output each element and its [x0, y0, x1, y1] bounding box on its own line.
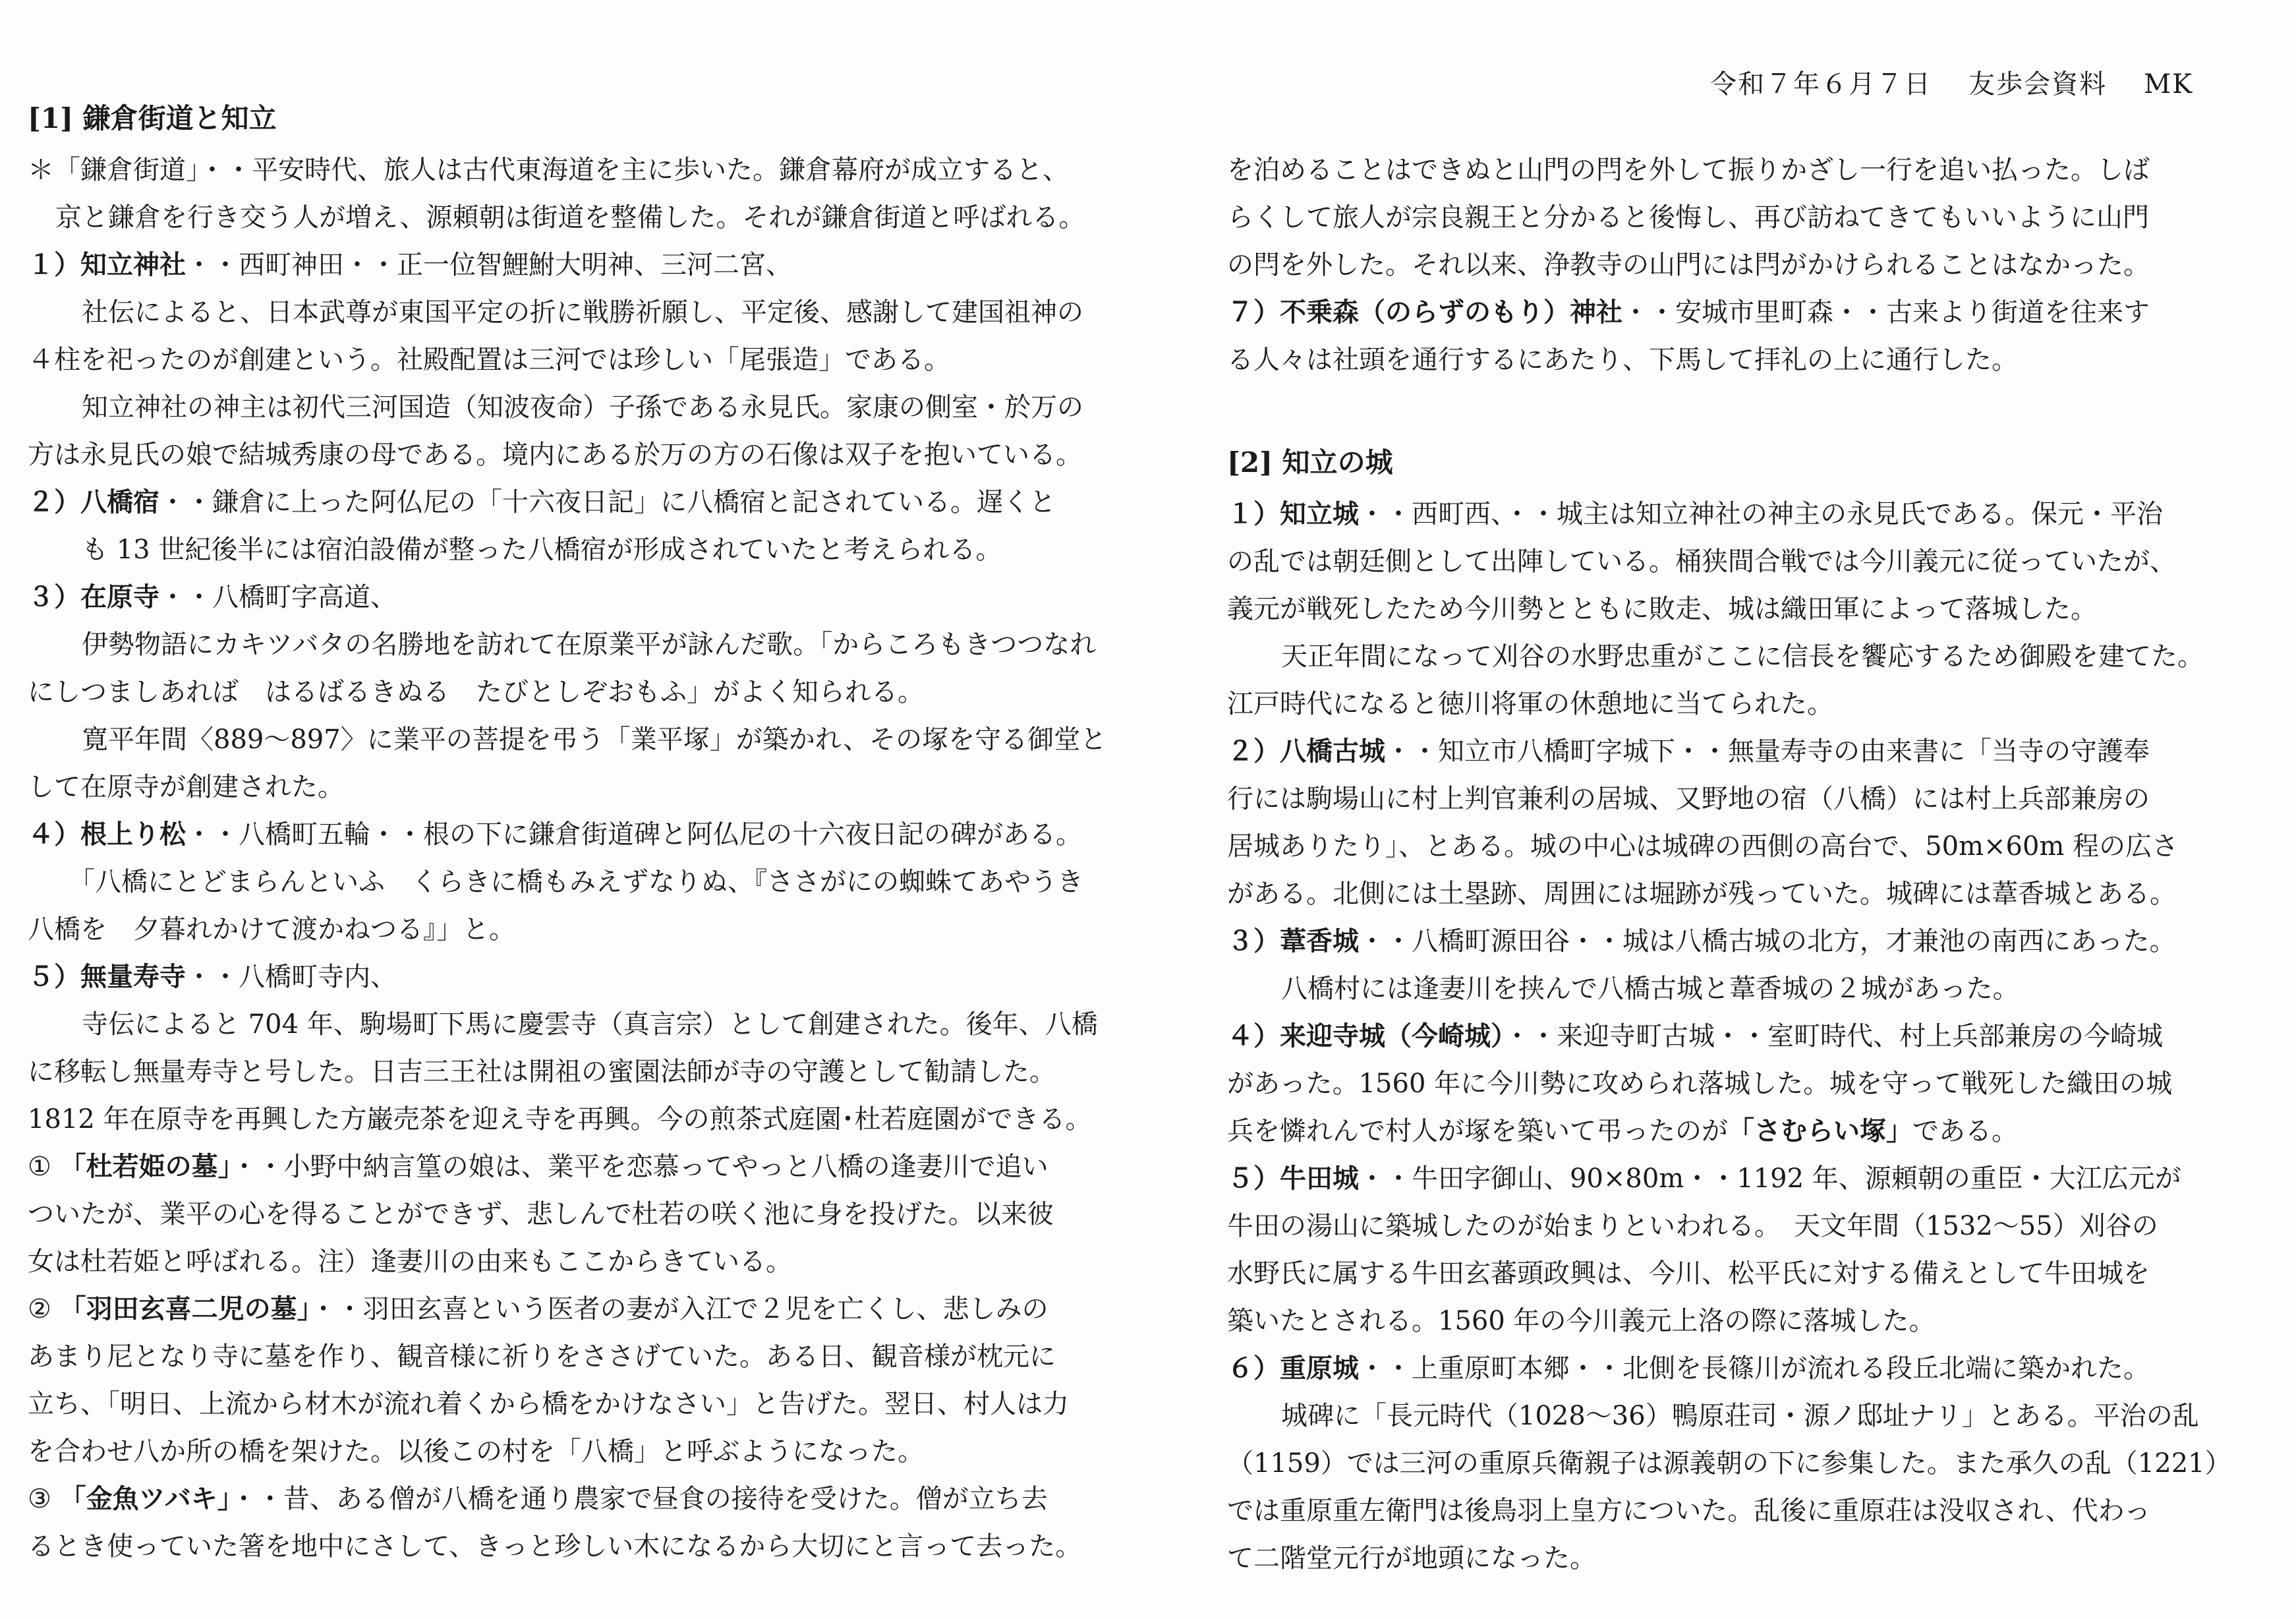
text-line: 江戸時代になると徳川将軍の休憩地に当てられた。: [1227, 689, 1833, 719]
samurai-zuka-line: [1227, 1107, 2268, 1155]
item-label: ３）葦香城: [1227, 926, 1359, 957]
item-label: ６）重原城: [1227, 1353, 1359, 1384]
header-initials: MK: [2144, 69, 2193, 100]
item-number: ③: [28, 1484, 51, 1514]
text-line: ついたが、業平の心を得ることができず、悲しんで杜若の咲く池に身を投げた。以来彼: [28, 1199, 1054, 1229]
item-text: ・・八橋町寺内、: [186, 962, 397, 992]
item-haneda-genki: [28, 1285, 1174, 1333]
text-line: 城碑に「長元時代（1028〜36）鴨原荘司・源ノ邸址ナリ」とある。平治の乱: [1255, 1401, 2199, 1431]
item-label: ３）在原寺: [28, 581, 159, 612]
item-label: 「羽田玄喜二児の墓」: [59, 1293, 310, 1324]
text-line: があった。1560 年に今川勢に攻められ落城した。城を守って戦死した織田の城: [1227, 1069, 2173, 1099]
text-line: の乱では朝廷側として出陣している。桶狭間合戦では今川義元に従っていたが、: [1227, 546, 2176, 577]
text-line: を合わせ八か所の橋を架けた。以後この村を「八橋」と呼ぶようになった。: [28, 1436, 924, 1467]
text-line: 女は杜若姫と呼ばれる。注）逢妻川の由来もここからきている。: [28, 1247, 792, 1277]
text-line: 立ち、「明日、上流から材木が流れ着くから橋をかけなさい」と告げた。翌日、村人は力: [28, 1389, 1069, 1419]
item-number: ①: [28, 1152, 51, 1182]
item-yatsuhashi-old-castle: [1227, 728, 2268, 775]
item-kakitsubata-hime: [28, 1143, 1174, 1191]
item-label: ５）無量寿寺: [28, 961, 186, 992]
text-line: にしつましあれば はるばるきぬる たびとしぞおもふ」がよく知られる。: [28, 677, 924, 707]
item-label: ５）牛田城: [1227, 1163, 1359, 1194]
text-line: 知立神社の神主は初代三河国造（知波夜命）子孫である永見氏。家康の側室・於万の: [55, 392, 1083, 423]
item-shigehara-castle: [1227, 1345, 2268, 1392]
text-line: 1812 年在原寺を再興した方巌売茶を迎え寺を再興。今の煎茶式庭園･杜若庭園ができる。: [28, 1104, 1092, 1134]
item-label: 「金魚ツバキ」: [59, 1483, 231, 1514]
text-line: 伊勢物語にカキツバタの名勝地を訪れて在原業平が詠んだ歌。「からころもきつつなれ: [55, 630, 1097, 660]
item-text: 兵を憐れんで村人が塚を築いて弔ったのが: [1227, 1116, 1728, 1146]
section-1-heading: [1] 鎌倉街道と知立: [28, 102, 277, 134]
text-line: 寺伝によると 704 年、駒場町下馬に慶雲寺（真言宗）として創建された。後年、八橋: [55, 1009, 1098, 1040]
header-title: 友歩会資料: [1968, 69, 2108, 100]
text-line: の閂を外した。それ以来、浄教寺の山門には閂がかけられることはなかった。: [1227, 250, 2150, 280]
item-text: ・・来迎寺町古城・・室町時代、村上兵部兼房の今崎城: [1504, 1021, 2163, 1051]
item-chiryu-castle: [1227, 490, 2268, 538]
text-line: ＊「鎌倉街道」・・平安時代、旅人は古代東海道を主に歩いた。鎌倉幕府が成立すると、: [28, 155, 1069, 185]
text-line: 行には駒場山に村上判官兼利の居城、又野地の宿（八橋）には村上兵部兼房の: [1227, 784, 2150, 814]
item-kingyo-tsubaki: [28, 1475, 1174, 1523]
item-text: である。: [1912, 1116, 2018, 1146]
document-header: [1673, 63, 2193, 101]
text-line: に移転し無量寿寺と号した。日吉三王社は開祖の蜜園法師が寺の守護として勧請した。: [28, 1057, 1056, 1087]
item-text: ・・八橋町源田谷・・城は八橋古城の北方，才兼池の南西にあった。: [1359, 926, 2176, 957]
item-text: ・・昔、ある僧が八橋を通り農家で昼食の接待を受けた。僧が立ち去: [230, 1484, 1048, 1514]
text-line: あまり尼となり寺に墓を作り、観音様に祈りをささげていた。ある日、観音様が枕元に: [28, 1341, 1056, 1372]
item-text: ・・安城市里町森・・古来より街道を往来す: [1622, 297, 2150, 328]
text-line: らくして旅人が宗良親王と分かると後悔し、再び訪ねてきてもいいように山門: [1227, 202, 2149, 233]
item-label: ４）根上り松: [28, 819, 186, 850]
text-line: では重原重左衛門は後鳥羽上皇方についた。乱後に重原荘は没収され、代わっ: [1227, 1496, 2151, 1526]
item-number: ②: [28, 1294, 51, 1324]
item-label: ４）来迎寺城（今崎城）: [1227, 1020, 1504, 1051]
item-text: ・・八橋町字高道、: [159, 582, 397, 612]
item-label: １）知立城: [1227, 498, 1359, 529]
item-label: ２）八橋宿: [28, 486, 159, 517]
text-line: 築いたとされる。1560 年の今川義元上洛の際に落城した。: [1227, 1306, 1936, 1336]
item-text: ・・羽田玄喜という医者の妻が入江で２児を亡くし、悲しみの: [310, 1294, 1048, 1324]
item-ushida-castle: [1227, 1155, 2268, 1202]
item-text: ・・知立市八橋町字城下・・無量寿寺の由来書に「当寺の守護奉: [1385, 736, 2150, 767]
text-line: がある。北側には土塁跡、周囲には堀跡が残っていた。城碑には葦香城とある。: [1227, 879, 2176, 909]
item-chiryu-shrine: [28, 241, 1174, 289]
item-raigoji-castle: [1227, 1013, 2268, 1060]
item-ariwara-ji: [28, 574, 1174, 621]
item-label: ７）不乗森（のらずのもり）神社: [1227, 297, 1622, 328]
text-line: 牛田の湯山に築城したのが始まりといわれる。 天文年間（1532〜55）刈谷の: [1227, 1211, 2158, 1241]
text-line: 天正年間になって刈谷の水野忠重がここに信長を饗応するため御殿を建てた。: [1255, 641, 2204, 672]
text-line: 方は永見氏の娘で結城秀康の母である。境内にある於万の方の石像は双子を抱いている。: [28, 440, 1082, 470]
left-column: [28, 91, 1174, 1570]
text-line: 「八橋にとどまらんといふ くらきに橋もみえずなりぬ、『ささがにの蜘蛛てあやうき: [55, 867, 1083, 897]
text-line: 八橋村には逢妻川を挟んで八橋古城と葦香城の２城があった。: [1255, 974, 2019, 1004]
item-muryoju-ji: [28, 953, 1174, 1001]
text-line: る人々は社頭を通行するにあたり、下馬して拝礼の上に通行した。: [1227, 345, 2018, 375]
text-line: 水野氏に属する牛田玄蕃頭政興は、今川、松平氏に対する備えとして牛田城を: [1227, 1258, 2150, 1289]
item-text: ・・八橋町五輪・・根の下に鎌倉街道碑と阿仏尼の十六夜日記の碑がある。: [186, 819, 1082, 850]
text-line: 居城ありたり」、とある。城の中心は城碑の西側の高台で、50m×60m 程の広さ: [1227, 831, 2179, 862]
item-text: ・・牛田字御山、90×80m・・1192 年、源頼朝の重臣・大江広元が: [1359, 1163, 2181, 1194]
text-line: るとき使っていた箸を地中にさして、きっと珍しい木になるから大切にと言って去った。: [28, 1531, 1082, 1562]
item-yatsuhashi-juku: [28, 479, 1174, 526]
header-date: 令和７年６月７日: [1710, 69, 1932, 100]
item-text: ・・西町神田・・正一位智鯉鮒大明神、三河二宮、: [186, 250, 792, 280]
text-line: ４柱を祀ったのが創建という。社殿配置は三河では珍しい「尾張造」である。: [28, 345, 950, 375]
text-line: を泊めることはできぬと山門の閂を外して振りかざし一行を追い払った。しば: [1227, 155, 2150, 185]
text-line: 義元が戦死したため今川勢とともに敗走、城は織田軍によって落城した。: [1227, 594, 2097, 624]
item-neagari-matsu: [28, 811, 1174, 858]
item-text: ・・鎌倉に上った阿仏尼の「十六夜日記」に八橋宿と記されている。遅くと: [159, 487, 1056, 517]
item-ashika-castle: [1227, 918, 2268, 965]
item-text: ・・小野中納言篁の娘は、業平を恋慕ってやっと八橋の逢妻川で追い: [231, 1152, 1048, 1182]
text-line: 八橋を 夕暮れかけて渡かねつる』」と。: [28, 914, 515, 945]
text-line: 社伝によると、日本武尊が東国平定の折に戦勝祈願し、平定後、感謝して建国祖神の: [55, 297, 1083, 328]
item-norazu-no-mori: [1227, 289, 2268, 336]
item-label: 「杜若姫の墓」: [59, 1151, 231, 1182]
item-text: ・・上重原町本郷・・北側を長篠川が流れる段丘北端に築かれた。: [1359, 1353, 2150, 1384]
right-column: [1227, 146, 2268, 1582]
item-label: ２）八橋古城: [1227, 736, 1385, 767]
text-line: 京と鎌倉を行き交う人が増え、源頼朝は街道を整備した。それが鎌倉街道と呼ばれる。: [55, 202, 1085, 233]
section-2-heading: [2] 知立の城: [1227, 446, 1393, 479]
item-label: １）知立神社: [28, 249, 186, 280]
text-line: も 13 世紀後半には宿泊設備が整った八橋宿が形成されていたと考えられる。: [82, 535, 1002, 565]
item-text: ・・西町西、・・城主は知立神社の神主の永見氏である。保元・平治: [1359, 499, 2163, 529]
text-line: （1159）では三河の重原兵衛親子は源義朝の下に参集した。また承久の乱（1221）: [1227, 1448, 2231, 1479]
text-line: して在原寺が創建された。: [28, 772, 344, 802]
text-line: て二階堂元行が地頭になった。: [1227, 1543, 1596, 1574]
text-line: 寛平年間〈889〜897〉に業平の菩提を弔う「業平塚」が築かれ、その塚を守る御堂と: [55, 724, 1107, 755]
item-label: 「さむらい塚」: [1728, 1115, 1912, 1146]
